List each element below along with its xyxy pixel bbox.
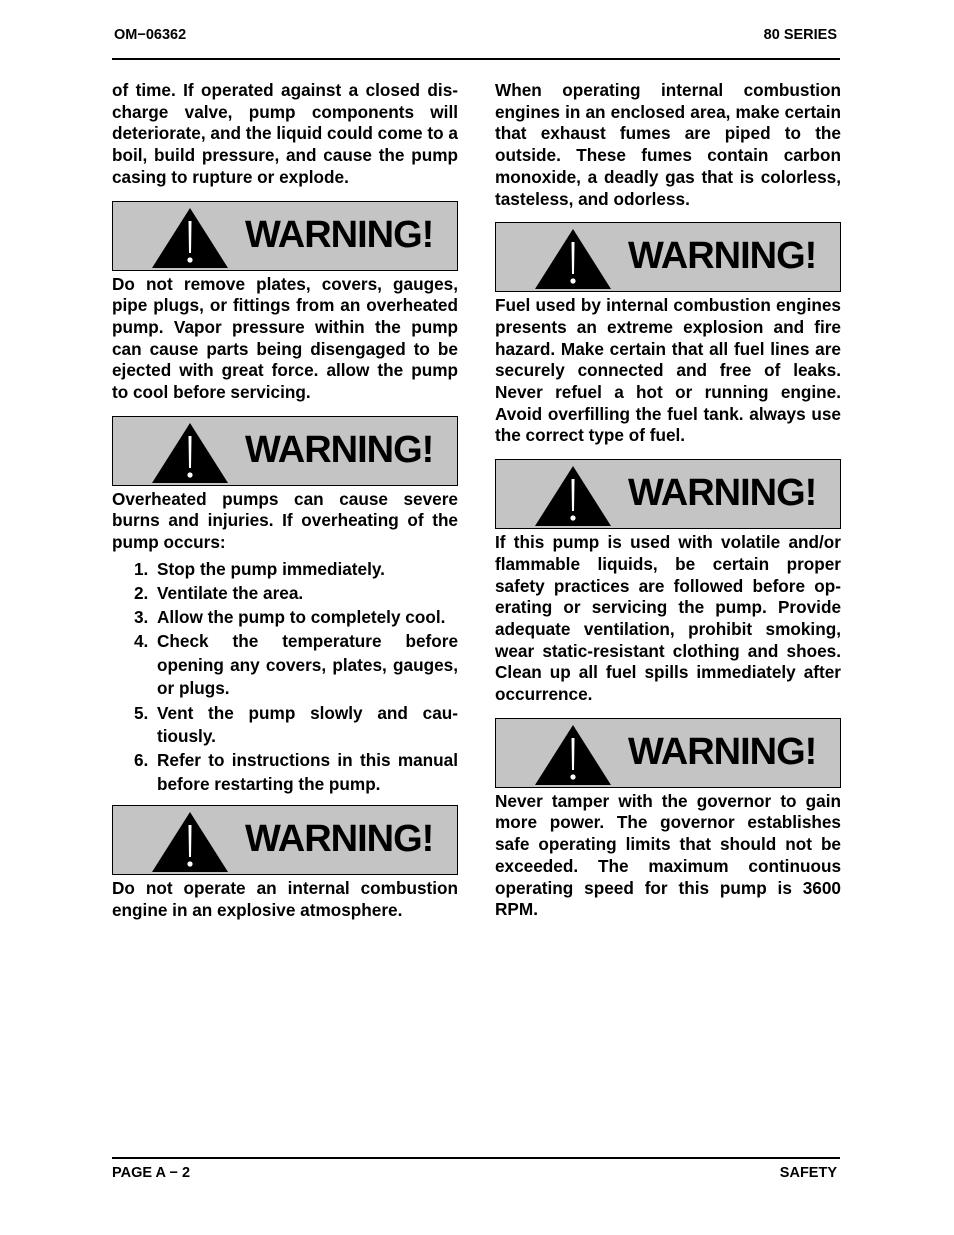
warning-triangle-icon <box>534 465 612 527</box>
section-title: SAFETY <box>779 1165 837 1181</box>
warning-triangle-icon <box>151 811 229 873</box>
footer-rule <box>112 1157 840 1159</box>
warning-2-text: Overheated pumps can cause severe burns and injuries. If overheating of the pump occurs: <box>112 488 458 553</box>
warning-box-4 <box>495 222 841 292</box>
right-column <box>495 80 841 921</box>
warning-box-6 <box>495 718 841 788</box>
left-intro-paragraph: of time. If operated against a closed discharge valve, pump components will deteriorate, and the liquid could come to a boil, build pressure, and cause the pump casing to rupture or explode. <box>112 80 458 187</box>
left-column <box>112 80 458 922</box>
list-item: 1. Stop the pump immediately. <box>134 558 385 579</box>
header-rule <box>112 58 840 60</box>
document-number: OM−06362 <box>114 27 187 43</box>
warning-heading: WARNING! <box>628 235 817 278</box>
series-title: 80 SERIES <box>763 27 837 43</box>
warning-triangle-icon <box>151 207 229 269</box>
list-item: 3. Allow the pump to completely cool. <box>134 607 446 628</box>
warning-1-text: Do not remove plates, covers, gauges, pipe plugs, or fittings from an overheated pump. Vapor pressure within the pump can cause parts being disengaged to be ejected with great force. allow the pump to cool before servicing. <box>112 273 458 403</box>
warning-triangle-icon <box>534 228 612 290</box>
warning-triangle-icon <box>534 724 612 786</box>
overheat-steps-list <box>112 558 458 796</box>
warning-box-5 <box>495 459 841 529</box>
list-item: 6. Refer to instructions in this manual before restarting the pump. <box>134 750 458 794</box>
warning-heading: WARNING! <box>245 213 434 256</box>
page-number: PAGE A − 2 <box>112 1165 191 1181</box>
warning-heading: WARNING! <box>628 730 817 773</box>
warning-triangle-icon <box>151 422 229 484</box>
warning-box-2 <box>112 416 458 486</box>
warning-3-text: Do not operate an internal combustion engine in an explosive atmosphere. <box>112 878 458 920</box>
warning-heading: WARNING! <box>245 428 434 471</box>
right-intro-paragraph: When operating internal combustion engines in an enclosed area, make certain that exhaust fumes are piped to the outside. These fumes contain carbon monoxide, a deadly gas that is colorless, tasteless, and odorless. <box>495 80 841 209</box>
list-item: 5. Vent the pump slowly and cautiously. <box>134 702 458 747</box>
warning-heading: WARNING! <box>245 818 434 861</box>
list-item: 4. Check the temperature before opening any covers, plates, gauges, or plugs. <box>134 631 458 699</box>
list-item: 2. Ventilate the area. <box>134 583 304 604</box>
warning-4-text: Fuel used by internal combustion engines presents an extreme explosion and fire hazard. Make certain that all fuel lines are securely connected and free of leaks. Never refuel a hot or running engine. Avoid overfilling the fuel tank. always use the correct type of fuel. <box>495 295 841 446</box>
warning-box-1 <box>112 201 458 271</box>
warning-6-text: Never tamper with the governor to gain more power. The governor establishes safe operating limits that should not be exceeded. The maximum continuous operating speed for this pump is 3600 RPM. <box>495 790 841 920</box>
warning-box-3 <box>112 805 458 875</box>
warning-5-text: If this pump is used with volatile and/or flammable liquids, be certain proper safety practices are followed before operating or servicing the pump. Provide adequate ventilation, prohibit smoking, wear static-resistant clothing and shoes. Clean up all fuel spills immediately after occurrence. <box>495 532 841 705</box>
warning-heading: WARNING! <box>628 472 817 515</box>
